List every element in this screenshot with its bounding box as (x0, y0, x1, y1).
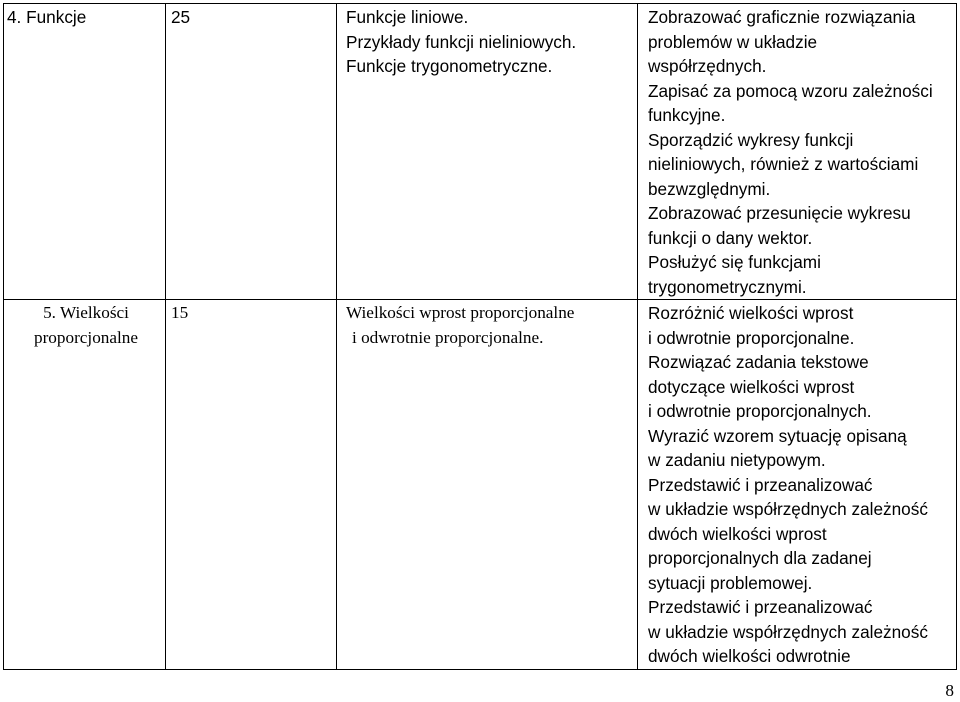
content-cell (337, 4, 638, 300)
hours-text: 25 (171, 7, 191, 27)
requirement-line: nieliniowych, również z wartościami (648, 154, 919, 174)
content-line: Wielkości wprost proporcjonalne (346, 303, 575, 322)
requirement-line: Sporządzić wykresy funkcji (648, 129, 854, 150)
requirement-line: w zadaniu nietypowym. (648, 450, 826, 470)
requirement-line: dotyczące wielkości wprost (648, 376, 855, 397)
requirement-line: Posłużyć się funkcjami (648, 252, 821, 272)
requirements-list (638, 4, 956, 299)
content-list (337, 300, 637, 350)
table-row-proportional (4, 300, 957, 670)
content-line: i odwrotnie proporcjonalne. (352, 327, 544, 347)
requirement-line: funkcji o dany wektor. (648, 227, 813, 248)
requirement-line: współrzędnych. (648, 56, 767, 76)
requirement-line: i odwrotnie proporcjonalnych. (648, 401, 872, 421)
hours-cell (166, 4, 337, 300)
requirements-cell (638, 4, 957, 300)
topic-cell (4, 4, 166, 300)
topic-line: 5. Wielkości (43, 303, 129, 322)
requirement-line: i odwrotnie proporcjonalne. (648, 327, 855, 348)
requirement-line: Rozwiązać zadania tekstowe (648, 352, 869, 372)
topic-line: proporcjonalne (33, 327, 139, 347)
requirement-line: w układzie współrzędnych zależność (648, 621, 928, 642)
requirement-line: trygonometrycznymi. (648, 276, 807, 297)
requirement-line: funkcyjne. (648, 105, 726, 125)
requirement-line: Przedstawić i przeanalizować (648, 474, 873, 495)
requirements-cell (638, 300, 957, 670)
topic-cell (4, 300, 166, 670)
hours-cell (166, 300, 337, 670)
requirement-line: w układzie współrzędnych zależność (648, 499, 928, 519)
requirement-line: dwóch wielkości odwrotnie (648, 646, 851, 666)
content-cell (337, 300, 638, 670)
requirements-list (638, 300, 956, 669)
requirement-line: bezwzględnymi. (648, 178, 771, 199)
requirement-line: Wyrazić wzorem sytuację opisaną (648, 425, 907, 446)
requirement-line: Zobrazować graficznie rozwiązania (648, 7, 916, 27)
curriculum-table (3, 3, 957, 670)
topic-text (4, 300, 165, 350)
content-line: Funkcje liniowe. (346, 7, 469, 27)
requirement-line: sytuacji problemowej. (648, 572, 813, 593)
table-row-functions (4, 4, 957, 300)
content-line: Funkcje trygonometryczne. (346, 56, 553, 76)
requirement-line: Rozróżnić wielkości wprost (648, 303, 854, 323)
requirement-line: Przedstawić i przeanalizować (648, 597, 873, 617)
topic-text: 4. Funkcje (7, 7, 87, 27)
requirement-line: Zapisać za pomocą wzoru zależności (648, 80, 933, 101)
requirement-line: dwóch wielkości wprost (648, 523, 827, 544)
requirement-line: proporcjonalnych dla zadanej (648, 548, 872, 568)
content-list (337, 4, 637, 79)
page-number: 8 (945, 681, 954, 700)
requirement-line: problemów w układzie (648, 31, 818, 52)
hours-text: 15 (171, 303, 189, 322)
content-line: Przykłady funkcji nieliniowych. (346, 31, 577, 52)
requirement-line: Zobrazować przesunięcie wykresu (648, 203, 911, 223)
